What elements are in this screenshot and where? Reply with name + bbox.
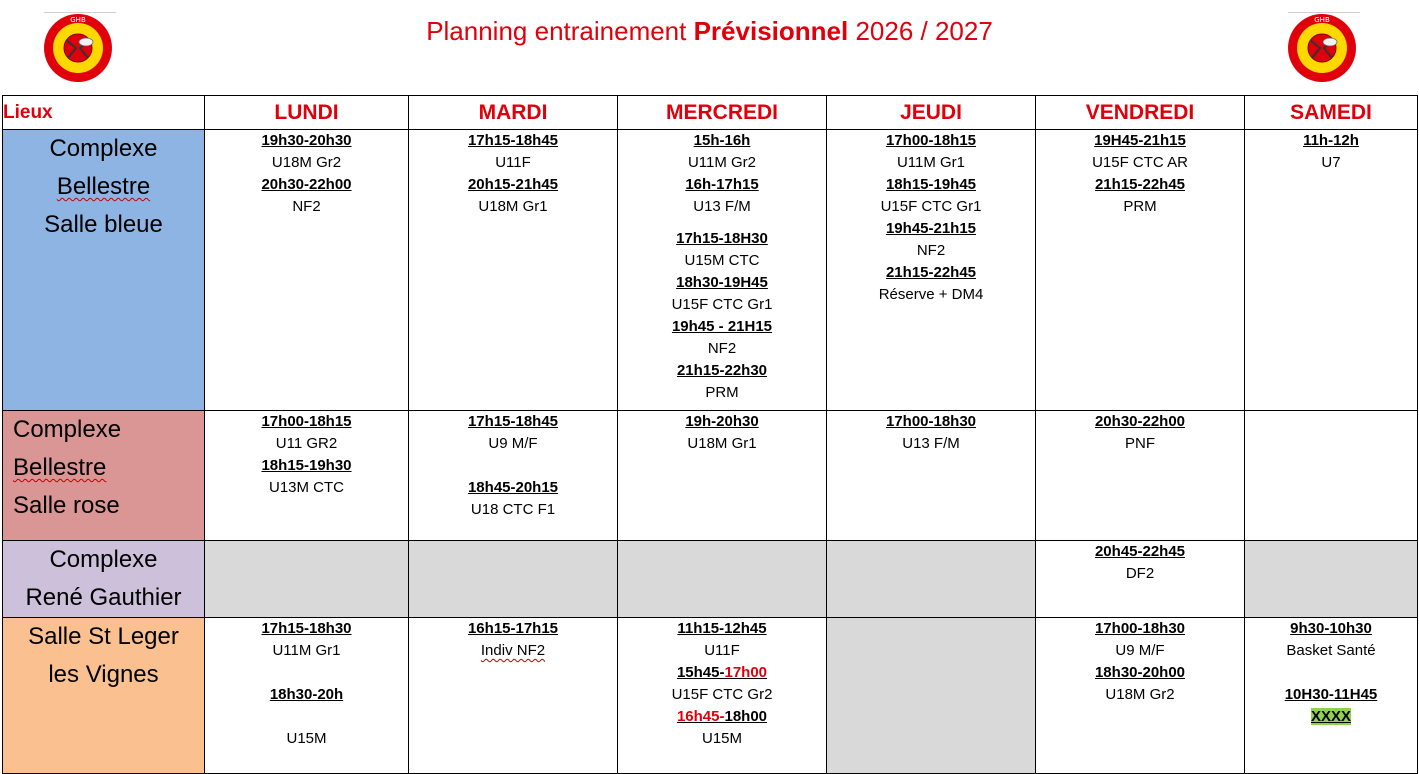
venue-line: Bellestre <box>13 454 107 481</box>
table-row-st-leger <box>3 618 1418 774</box>
team-name: PNF <box>1125 435 1155 452</box>
time-slot: 17h15-18h45 <box>467 132 559 149</box>
svg-text:GHB: GHB <box>1314 16 1330 24</box>
table-row-salle-rose <box>3 411 1418 541</box>
slot-cell <box>827 411 1036 541</box>
team-name: U15M <box>701 730 742 747</box>
team-name: U11F <box>704 642 740 659</box>
team-name: NF2 <box>707 340 737 357</box>
training-schedule-table <box>2 95 1418 774</box>
team-name: DF2 <box>1125 565 1155 582</box>
team-name: Réserve + DM4 <box>878 286 984 303</box>
team-name: U11F <box>495 154 531 171</box>
team-name: Indiv NF2 <box>480 642 546 659</box>
spacer <box>205 706 408 728</box>
time-slot: 11h-12h <box>1303 132 1359 149</box>
time-slot: 10H30-11H45 <box>1284 686 1378 703</box>
team-name: U9 M/F <box>1115 642 1165 659</box>
time-slot: 17h15-18H30 <box>676 230 768 247</box>
title-part2: 2026 / 2027 <box>848 16 993 46</box>
time-slot: 18h15-19h30 <box>261 457 352 474</box>
slot-cell <box>409 411 618 541</box>
venue-line: Salle rose <box>13 492 120 519</box>
slot-cell-empty <box>205 541 409 618</box>
team-name: U15M <box>286 730 327 747</box>
time-slot: 16h15-17h15 <box>467 620 559 637</box>
time-slot: 18h30-20h <box>269 686 344 703</box>
time-slot: 21h15-22h30 <box>676 362 768 379</box>
slot-cell-empty <box>827 541 1036 618</box>
slot-cell <box>1245 618 1418 774</box>
team-name: U15M CTC <box>684 252 760 269</box>
slot-cell <box>205 411 409 541</box>
column-header-jeudi: JEUDI <box>827 96 1036 130</box>
venue-salle-bleue <box>3 130 205 411</box>
spacer <box>409 455 617 477</box>
team-name: U18M Gr1 <box>478 198 548 215</box>
column-header-mardi: MARDI <box>409 96 618 130</box>
time-slot: 19h45 - 21H15 <box>671 318 773 335</box>
time-slot: 18h30-20h00 <box>1094 664 1186 681</box>
team-name: PRM <box>705 384 739 401</box>
slot-cell-empty <box>1245 541 1418 618</box>
venue-line: Complexe <box>49 135 158 162</box>
svg-text:GHB: GHB <box>70 16 86 24</box>
team-name: PRM <box>1123 198 1157 215</box>
column-header-vendredi: VENDREDI <box>1036 96 1245 130</box>
team-name: NF2 <box>292 198 321 215</box>
time-slot: 11h15-12h45 <box>677 620 767 637</box>
team-name: U13 F/M <box>902 435 960 452</box>
slot-cell <box>618 618 827 774</box>
team-name: U15F CTC Gr2 <box>671 686 773 703</box>
page-title <box>0 16 1419 47</box>
venue-line: Salle St Leger <box>28 623 179 650</box>
slot-cell-empty <box>827 618 1036 774</box>
team-name: U11M Gr1 <box>272 642 341 659</box>
slot-cell-empty <box>409 541 618 618</box>
team-name: XXXX <box>1310 708 1352 725</box>
column-header-samedi: SAMEDI <box>1245 96 1418 130</box>
time-slot: 19h45-21h15 <box>885 220 977 237</box>
team-name: U11 GR2 <box>275 435 338 452</box>
venue-line: les Vignes <box>48 661 159 688</box>
venue-st-leger <box>3 618 205 774</box>
team-name: U15F CTC Gr1 <box>671 296 773 313</box>
slot-cell <box>409 618 618 774</box>
title-part1: Planning entrainement <box>426 16 694 46</box>
time-slot: 18h15-19h45 <box>885 176 977 193</box>
slot-cell <box>205 618 409 774</box>
venue-line: Complexe <box>49 546 158 573</box>
time-slot: 21h15-22h45 <box>885 264 977 281</box>
time-slot: 16h-17h15 <box>685 176 759 193</box>
venue-line: René Gauthier <box>25 584 182 611</box>
spacer <box>1245 662 1417 684</box>
team-name: U18M Gr1 <box>687 435 757 452</box>
time-slot: 20h30-22h00 <box>261 176 352 193</box>
table-row-salle-bleue <box>3 130 1418 411</box>
venue-line: Salle bleue <box>44 211 163 238</box>
time-slot: 18h30-19H45 <box>676 274 768 291</box>
team-name: U13 F/M <box>693 198 751 215</box>
column-header-lundi: LUNDI <box>205 96 409 130</box>
slot-cell <box>1245 130 1418 411</box>
team-name: U18M Gr2 <box>1105 686 1175 703</box>
time-slot: 17h00-18h15 <box>261 413 352 430</box>
top-rule-right <box>1288 12 1360 13</box>
time-slot: 15h-16h <box>693 132 751 149</box>
team-name: U18 CTC F1 <box>470 501 556 518</box>
time-slot: 20h30-22h00 <box>1094 413 1186 430</box>
slot-cell <box>827 130 1036 411</box>
team-name: U11M Gr2 <box>687 154 757 171</box>
team-name: U7 <box>1321 154 1341 171</box>
slot-cell <box>205 130 409 411</box>
spacer <box>618 218 826 228</box>
header-row <box>3 96 1418 130</box>
slot-cell <box>618 130 827 411</box>
time-slot: 18h45-20h15 <box>467 479 559 496</box>
team-name: U13M CTC <box>268 479 344 496</box>
team-name: Basket Santé <box>1286 642 1376 659</box>
time-slot: 17h15-18h45 <box>467 413 559 430</box>
column-header-mercredi: MERCREDI <box>618 96 827 130</box>
slot-cell <box>1036 130 1245 411</box>
venue-salle-rose <box>3 411 205 541</box>
team-name: U9 M/F <box>488 435 538 452</box>
top-rule-left <box>44 12 116 13</box>
team-name: U15F CTC AR <box>1092 154 1188 171</box>
time-slot: 20h15-21h45 <box>467 176 559 193</box>
venue-rene-gauthier <box>3 541 205 618</box>
time-slot: 17h00-18h30 <box>885 413 977 430</box>
time-slot: 9h30-10h30 <box>1290 620 1372 637</box>
venue-line: Bellestre <box>56 173 151 200</box>
title-bold: Prévisionnel <box>693 16 849 46</box>
table-row-rene-gauthier <box>3 541 1418 618</box>
slot-cell-empty <box>1245 411 1418 541</box>
time-slot: 20h45-22h45 <box>1094 543 1186 560</box>
team-name: U11M Gr1 <box>896 154 966 171</box>
time-slot: 17h00-18h30 <box>1094 620 1186 637</box>
slot-cell <box>1036 618 1245 774</box>
time-slot: 17h15-18h30 <box>261 620 352 637</box>
slot-cell-empty <box>618 541 827 618</box>
time-slot: 19H45-21h15 <box>1094 132 1186 149</box>
team-name: U18M Gr2 <box>271 154 342 171</box>
venue-line: Complexe <box>13 416 122 443</box>
slot-cell <box>1036 411 1245 541</box>
time-slot: 16h45-18h00 <box>676 708 768 725</box>
time-slot: 17h00-18h15 <box>885 132 977 149</box>
slot-cell <box>618 411 827 541</box>
time-slot: 19h30-20h30 <box>261 132 352 149</box>
time-slot: 19h-20h30 <box>685 413 759 430</box>
time-slot: 21h15-22h45 <box>1094 176 1186 193</box>
column-header-lieux: Lieux <box>3 96 205 130</box>
slot-cell <box>409 130 618 411</box>
team-name: U15F CTC Gr1 <box>880 198 982 215</box>
team-name: NF2 <box>916 242 946 259</box>
spacer <box>205 662 408 684</box>
time-slot: 15h45-17h00 <box>676 664 768 681</box>
slot-cell <box>1036 541 1245 618</box>
